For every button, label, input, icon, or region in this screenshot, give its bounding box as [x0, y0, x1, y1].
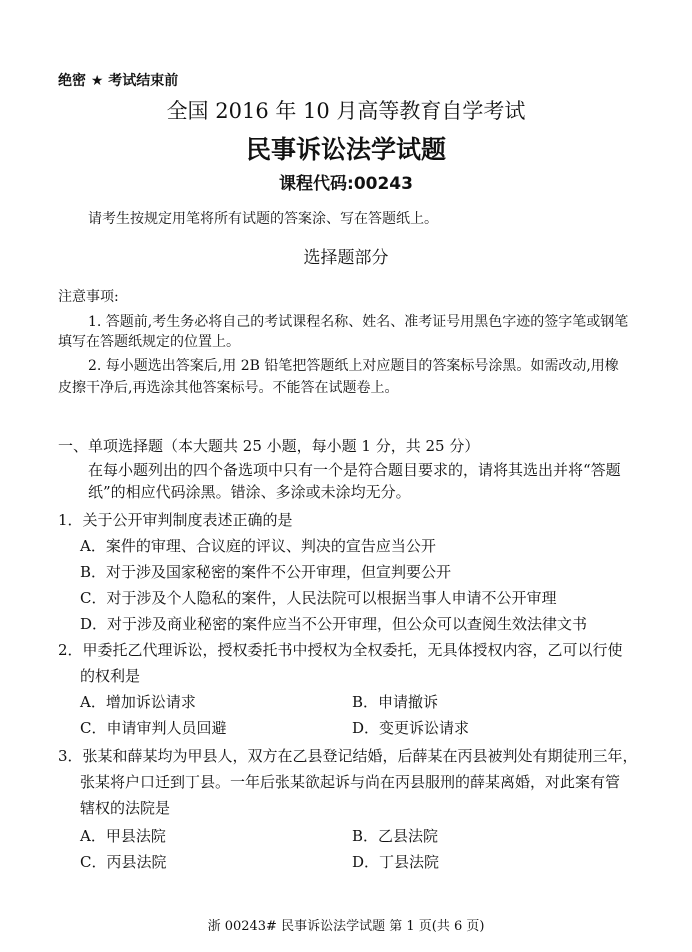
- note-line: 皮擦干净后,再选涂其他答案标号。不能答在试题卷上。: [58, 380, 399, 396]
- secret-label: 绝密 ★ 考试结束前: [58, 73, 179, 89]
- option-b: B．申请撤诉: [352, 693, 439, 711]
- part-heading: 一、单项选择题（本大题共 25 小题，每小题 1 分，共 25 分）: [58, 437, 480, 455]
- note-line: 填写在答题纸规定的位置上。: [58, 334, 240, 350]
- option-d: D．丁县法院: [352, 853, 440, 871]
- option-a: A．案件的审理、合议庭的评议、判决的宣告应当公开: [80, 537, 436, 555]
- question-stem: 辖权的法院是: [80, 799, 171, 817]
- option-b: B．对于涉及国家秘密的案件不公开审理，但宣判要公开: [80, 563, 452, 581]
- question-stem: 的权利是: [80, 667, 141, 685]
- question-stem: 3．张某和薛某均为甲县人，双方在乙县登记结婚，后薛某在丙县被判处有期徒刑三年，: [58, 747, 638, 765]
- subject-title: 民事诉讼法学试题: [245, 135, 446, 164]
- option-c: C．对于涉及个人隐私的案件，人民法院可以根据当事人申请不公开审理: [80, 589, 557, 607]
- part-description: 纸”的相应代码涂黑。错涂、多涂或未涂均无分。: [88, 483, 411, 501]
- option-d: D．变更诉讼请求: [352, 719, 470, 737]
- question-stem: 1．关于公开审判制度表述正确的是: [58, 511, 293, 529]
- part-description: 在每小题列出的四个备选项中只有一个是符合题目要求的，请将其选出并将“答题: [88, 461, 621, 479]
- option-a: A．增加诉讼请求: [80, 693, 196, 711]
- general-instruction: 请考生按规定用笔将所有试题的答案涂、写在答题纸上。: [88, 211, 438, 227]
- option-a: A．甲县法院: [80, 827, 166, 845]
- option-d: D．对于涉及商业秘密的案件应当不公开审理，但公众可以查阅生效法律文书: [80, 615, 588, 633]
- page-footer: 浙 00243# 民事诉讼法学试题 第 1 页(共 6 页): [207, 919, 485, 934]
- note-line: 2. 每小题选出答案后,用 2B 铅笔把答题纸上对应题目的答案标号涂黑。如需改动,用橡: [88, 358, 619, 374]
- option-b: B．乙县法院: [352, 827, 439, 845]
- section-heading: 选择题部分: [303, 248, 389, 268]
- option-c: C．丙县法院: [80, 853, 167, 871]
- exam-title: 全国 2016 年 10 月高等教育自学考试: [166, 99, 526, 123]
- note-line: 1. 答题前,考生务必将自己的考试课程名称、姓名、准考证号用黑色字迹的签字笔或钢笔: [88, 314, 629, 330]
- option-c: C．申请审判人员回避: [80, 719, 227, 737]
- question-stem: 2．甲委托乙代理诉讼，授权委托书中授权为全权委托，无具体授权内容，乙可以行使: [58, 641, 623, 659]
- question-stem: 张某将户口迁到丁县。一年后张某欲起诉与尚在丙县服刑的薛某离婚，对此案有管: [80, 773, 621, 791]
- course-code: 课程代码:00243: [279, 174, 413, 194]
- notes-title: 注意事项:: [58, 289, 119, 305]
